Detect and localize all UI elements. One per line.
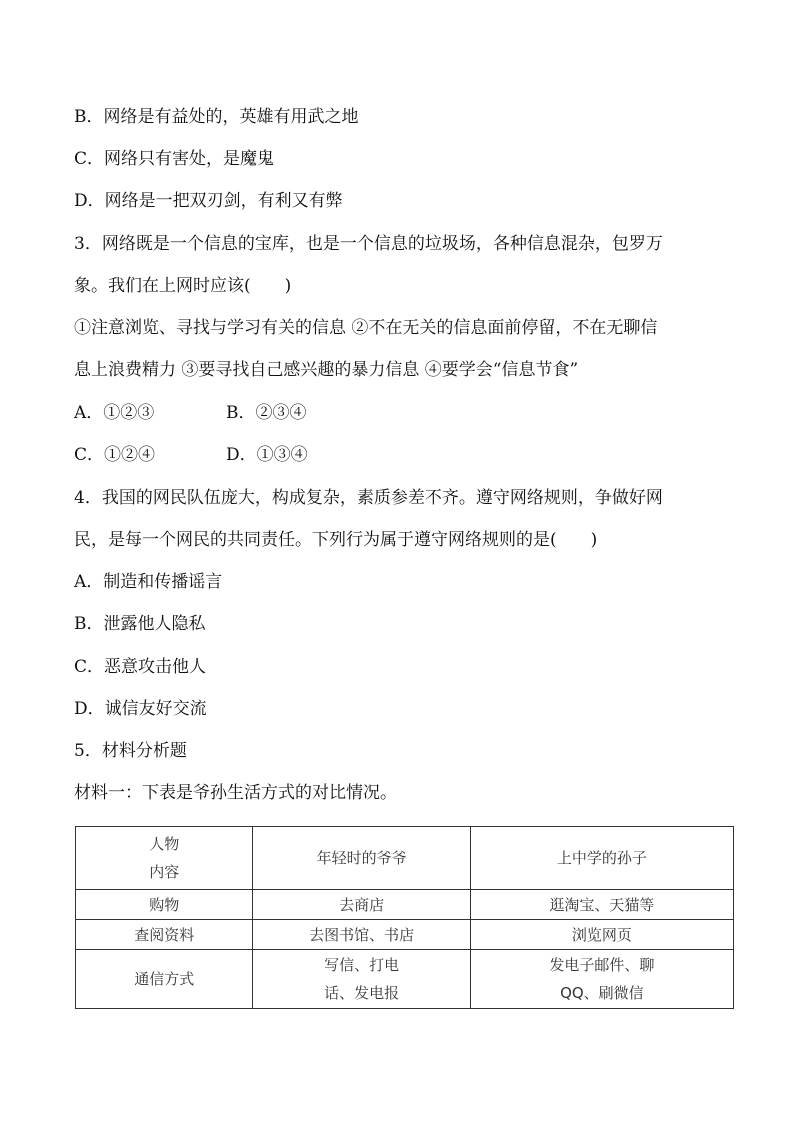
- q3-options-row1: [74, 401, 307, 425]
- q3-statements-line2: 息上浪费精力 ③要寻找自己感兴趣的暴力信息 ④要学会“信息节食”: [74, 360, 579, 380]
- grandson-cell-line: 发电子邮件、聊: [549, 956, 655, 974]
- q5-material1-intro: 材料一：下表是爷孙生活方式的对比情况。: [74, 783, 397, 803]
- q2-option-b: B．网络是有益处的，英雄有用武之地: [74, 107, 359, 127]
- q4-option-a: A．制造和传播谣言: [74, 572, 223, 592]
- grandson-cell: 浏览网页: [470, 920, 733, 950]
- q4-option-c: C．恶意攻击他人: [74, 657, 207, 677]
- table-row: [76, 920, 734, 950]
- q2-option-d: D．网络是一把双刃剑，有利又有弊: [74, 191, 343, 211]
- row-label: 通信方式: [76, 950, 253, 1009]
- q3-option-c: C．①②④: [74, 445, 156, 465]
- q2-option-c: C．网络只有害处，是魔鬼: [74, 149, 275, 169]
- row-label: 购物: [76, 890, 253, 920]
- q5-title: 5．材料分析题: [74, 741, 187, 761]
- header-grandson: 上中学的孙子: [470, 827, 733, 890]
- corner-label-person: 人物: [149, 835, 180, 853]
- q3-stem-line2: 象。我们在上网时应该( ): [74, 276, 292, 296]
- corner-label-content: 内容: [149, 863, 180, 881]
- q4-option-b: B．泄露他人隐私: [74, 614, 206, 634]
- q3-statements-line1: ①注意浏览、寻找与学习有关的信息 ②不在无关的信息面前停留，不在无聊信: [74, 318, 658, 338]
- row-label: 查阅资料: [76, 920, 253, 950]
- q4-stem-line2: 民，是每一个网民的共同责任。下列行为属于遵守网络规则的是( ): [74, 530, 598, 550]
- table-corner-cell: [76, 827, 253, 890]
- grandpa-cell: 去图书馆、书店: [253, 920, 470, 950]
- grandson-cell-line: QQ、刷微信: [560, 984, 644, 1002]
- grandson-cell: [470, 950, 733, 1009]
- q3-option-d: D．①③④: [226, 445, 308, 465]
- q3-stem-line1: 3．网络既是一个信息的宝库，也是一个信息的垃圾场，各种信息混杂，包罗万: [74, 234, 663, 254]
- q3-option-b: B．②③④: [226, 403, 307, 423]
- grandson-cell: 逛淘宝、天猫等: [470, 890, 733, 920]
- table-row: [76, 890, 734, 920]
- grandpa-cell: 去商店: [253, 890, 470, 920]
- grandpa-cell-line: 话、发电报: [324, 984, 400, 1002]
- q3-options-row2: [74, 443, 308, 467]
- q4-option-d: D．诚信友好交流: [74, 699, 207, 719]
- grandpa-cell: [253, 950, 470, 1009]
- q4-stem-line1: 4．我国的网民队伍庞大，构成复杂，素质参差不齐。遵守网络规则，争做好网: [74, 488, 663, 508]
- table-row: [76, 950, 734, 1009]
- grandpa-cell-line: 写信、打电: [324, 956, 400, 974]
- table-header-row: [76, 827, 734, 890]
- lifestyle-comparison-table: [75, 826, 734, 1009]
- q3-option-a: A．①②③: [74, 403, 155, 423]
- header-grandpa: 年轻时的爷爷: [253, 827, 470, 890]
